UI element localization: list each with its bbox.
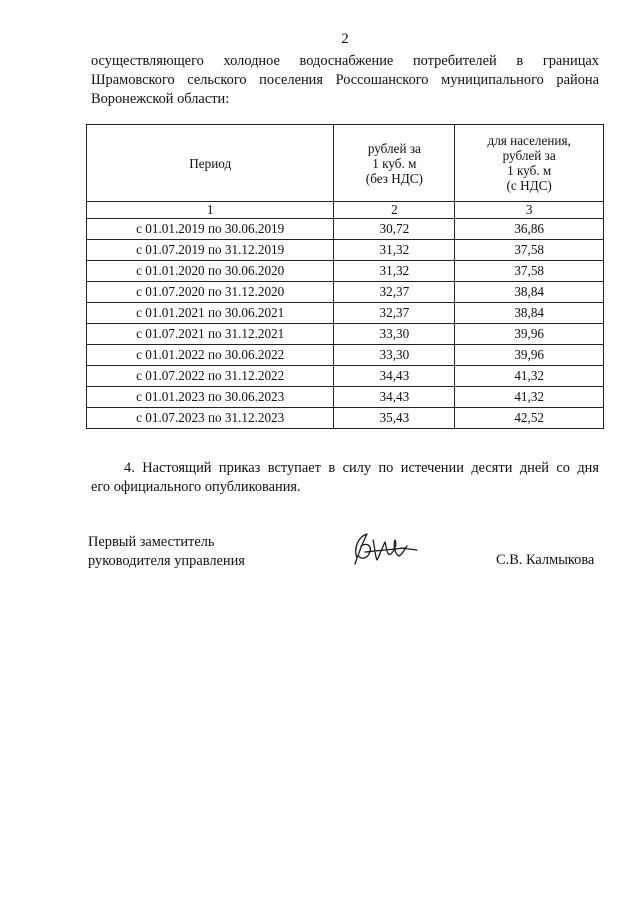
period-cell: с 01.01.2019 по 30.06.2019: [87, 219, 334, 240]
table-row: [87, 345, 604, 366]
price-without-vat-cell: 31,32: [334, 240, 455, 261]
period-cell: с 01.01.2023 по 30.06.2023: [87, 387, 334, 408]
header-line: 1 куб. м: [372, 155, 417, 171]
table-row: [87, 366, 604, 387]
clause-line: 4. Настоящий приказ вступает в силу по истечении десяти дней со дня: [124, 460, 599, 476]
period-cell: с 01.07.2022 по 31.12.2022: [87, 366, 334, 387]
table-row: [87, 240, 604, 261]
price-with-vat-cell: 37,58: [455, 240, 604, 261]
price-without-vat-cell: 33,30: [334, 345, 455, 366]
header-line: рублей за: [367, 140, 421, 156]
table-header-row: [87, 125, 604, 202]
intro-paragraph: [91, 52, 599, 109]
price-with-vat-cell: 41,32: [455, 366, 604, 387]
signer-title-line: руководителя управления: [88, 553, 245, 569]
column-number: 1: [87, 202, 334, 219]
price-with-vat-cell: 39,96: [455, 345, 604, 366]
intro-line: Воронежской области:: [91, 91, 230, 107]
tariff-rows: [87, 219, 604, 429]
price-with-vat-cell: 42,52: [455, 408, 604, 429]
price-with-vat-cell: 36,86: [455, 219, 604, 240]
table-row: [87, 303, 604, 324]
header-line: (с НДС): [506, 178, 552, 193]
price-without-vat-cell: 30,72: [334, 219, 455, 240]
period-cell: с 01.07.2023 по 31.12.2023: [87, 408, 334, 429]
column-number: 3: [455, 202, 604, 219]
period-cell: с 01.01.2020 по 30.06.2020: [87, 261, 334, 282]
clause-line: его официального опубликования.: [91, 479, 301, 495]
table-row: [87, 324, 604, 345]
price-without-vat-cell: 34,43: [334, 387, 455, 408]
price-without-vat-cell: 33,30: [334, 324, 455, 345]
clause-paragraph: [91, 459, 599, 497]
price-with-vat-cell: 41,32: [455, 387, 604, 408]
period-cell: с 01.07.2021 по 31.12.2021: [87, 324, 334, 345]
price-without-vat-cell: 32,37: [334, 282, 455, 303]
column-number-row: [87, 202, 604, 219]
header-with-vat: [455, 125, 604, 202]
header-line: для населения,: [487, 133, 571, 148]
table-row: [87, 387, 604, 408]
header-without-vat: [334, 125, 455, 202]
price-with-vat-cell: 38,84: [455, 282, 604, 303]
price-with-vat-cell: 37,58: [455, 261, 604, 282]
price-without-vat-cell: 32,37: [334, 303, 455, 324]
price-without-vat-cell: 31,32: [334, 261, 455, 282]
period-cell: с 01.07.2020 по 31.12.2020: [87, 282, 334, 303]
tariff-table: [86, 124, 604, 429]
table-row: [87, 408, 604, 429]
period-cell: с 01.01.2021 по 30.06.2021: [87, 303, 334, 324]
price-with-vat-cell: 38,84: [455, 303, 604, 324]
column-number: 2: [334, 202, 455, 219]
header-period: [87, 125, 334, 202]
period-cell: с 01.01.2022 по 30.06.2022: [87, 345, 334, 366]
header-line: Период: [189, 155, 232, 171]
price-without-vat-cell: 35,43: [334, 408, 455, 429]
table-row: [87, 282, 604, 303]
intro-line: Шрамовского сельского поселения Россошанского муниципального района: [91, 72, 599, 88]
header-line: рублей за: [502, 148, 556, 163]
period-cell: с 01.07.2019 по 31.12.2019: [87, 240, 334, 261]
table-row: [87, 219, 604, 240]
table-row: [87, 261, 604, 282]
page-number: 2: [341, 31, 349, 47]
signer-name: С.В. Калмыкова: [496, 552, 595, 568]
header-line: (без НДС): [365, 170, 423, 186]
price-with-vat-cell: 39,96: [455, 324, 604, 345]
price-without-vat-cell: 34,43: [334, 366, 455, 387]
signer-title-line: Первый заместитель: [88, 534, 215, 550]
header-line: 1 куб. м: [507, 163, 552, 178]
signer-title: [88, 533, 245, 571]
intro-line: осуществляющего холодное водоснабжение потребителей в границах: [91, 53, 599, 69]
handwritten-signature: [345, 528, 430, 570]
